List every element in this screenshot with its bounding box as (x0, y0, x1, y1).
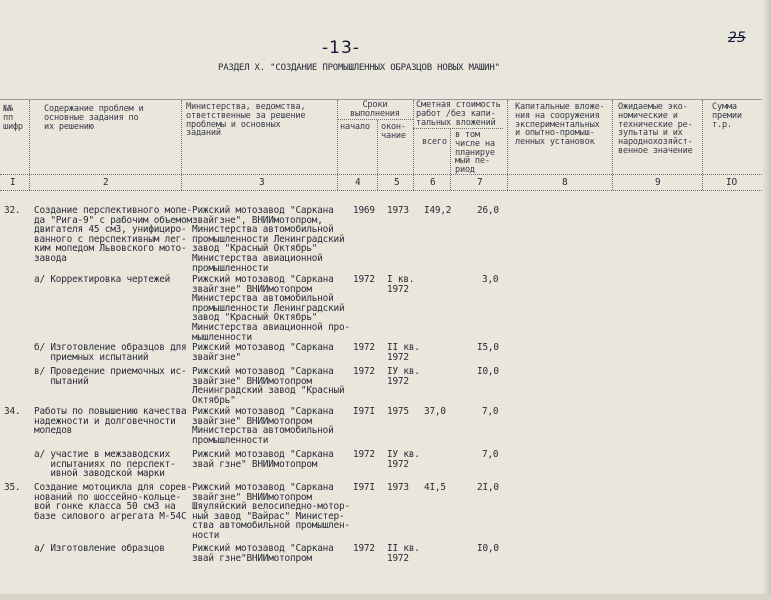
row-content: Создание перспективного мопе- да "Рига-9" с рабочим объемом двигателя 45 см3, унифициро- ванного с перспективным лег- ким мопедом Львовского мото- завода (34, 205, 192, 264)
row-start: 1972 (353, 543, 375, 554)
row-plan: 2I,0 (477, 482, 499, 493)
cost-subheader-rule (413, 128, 503, 129)
col-divider-3 (337, 100, 338, 190)
row-ministry: Рижский мотозавод "Саркана звай гзне" ВНИИмотопром (192, 449, 334, 470)
row-content: а/ Изготовление образцов (34, 543, 165, 554)
header-effect: Ожидаемые эко- номические и технические ре- зультаты и их народнохозяйст- венное значение (618, 102, 693, 156)
header-plan: в том числе на планируе мый пе- риод (455, 130, 495, 176)
row-ministry: Рижский мотозавод "Саркана звайгзне" ВНИИмотопром Шяуляйский велосипедно-мотор- ный завод "Вайрас" Министер- ства автомобильной промышлен- ности (192, 482, 350, 541)
row-start: 1969 (353, 205, 375, 216)
colnum-8: 8 (562, 177, 568, 188)
row-content: а/ участие в межзаводских испытаниях по перспект- ивной заводской марки (34, 449, 176, 480)
row-end: II кв. 1972 (387, 543, 420, 564)
row-start: 1972 (353, 274, 375, 285)
header-total: всего (422, 137, 447, 147)
header-cost: Сметная стоимость работ /без капи- тальных вложений (416, 100, 501, 128)
row-plan: 7,0 (482, 406, 499, 417)
row-end: 1973 (387, 482, 409, 493)
header-start: начало (340, 122, 370, 132)
header-content: Содержание проблем и основные задания по их решению (44, 104, 144, 132)
colnum-3: 3 (259, 177, 265, 188)
row-end: I кв. 1972 (387, 274, 415, 295)
row-end: IУ кв. 1972 (387, 449, 420, 470)
header-ministries: Министерства, ведомства, ответственные за решение проблемы и основных заданий (186, 102, 306, 139)
row-end: 1975 (387, 406, 409, 417)
row-ministry: Рижский мотозавод "Саркана звайгзне" ВНИИмотопром Ленинградский завод "Красный Октябрь" (192, 366, 345, 406)
row-plan: 3,0 (482, 274, 499, 285)
col-divider-2 (181, 100, 182, 190)
col-divider-1 (29, 100, 30, 190)
col-divider-8 (612, 100, 613, 190)
row-num: 35. (4, 482, 21, 493)
col-divider-5 (413, 100, 414, 190)
colnum-6: 6 (430, 177, 436, 188)
header-bonus: Сумма премии т.р. (712, 102, 742, 130)
colnum-7: 7 (477, 177, 483, 188)
header-capital: Капитальные вложе- ния на сооружения экспериментальных и опытно-промыш- ленных установок (515, 102, 605, 148)
header-end: окон- чание (381, 122, 406, 141)
row-content: в/ Проведение приемочных ис- пытаний (34, 366, 187, 387)
row-start: 1972 (353, 342, 375, 353)
row-content: Работы по повышению качества надежности и долговечности мопедов (34, 406, 187, 437)
row-start: 1972 (353, 366, 375, 377)
col-divider-4 (377, 120, 378, 190)
row-end: 1973 (387, 205, 409, 216)
row-total: I49,2 (424, 205, 452, 216)
colnum-10: IO (726, 177, 737, 188)
row-content: Создание мотоцикла для сорев- нований по шоссейно-кольце- вой гонке класса 50 см3 на базе силового агрегата М-54С (34, 482, 192, 522)
colnum-2: 2 (103, 177, 109, 188)
col-divider-7 (507, 100, 508, 190)
dates-subheader-rule (337, 119, 413, 120)
row-total: 37,0 (424, 406, 446, 417)
colnum-1: I (10, 177, 16, 188)
row-content: б/ Изготовление образцов для приемных испытаний (34, 342, 187, 363)
page-edge-shadow (762, 0, 771, 600)
header-dates: Сроки выполнения (350, 100, 400, 119)
colnum-5: 5 (394, 177, 400, 188)
row-start: I97I (353, 482, 375, 493)
row-ministry: Рижский мотозавод "Саркана звайгзне", ВНИИмотопром, Министерства автомобильной промышленности Ленинградский завод "Красный Октябрь" Министерства авиационной промышленности (192, 205, 345, 274)
page-bottom-edge (0, 594, 771, 600)
section-title: РАЗДЕЛ X. "СОЗДАНИЕ ПРОМЫШЛЕННЫХ ОБРАЗЦОВ НОВЫХ МАШИН" (218, 63, 500, 73)
page-number: -13- (322, 38, 360, 58)
row-num: 34. (4, 406, 21, 417)
row-ministry: Рижский мотозавод "Саркана звайгзне" ВНИИмотопром Министерства автомобильной промышленности Ленинградский завод "Красный Октябрь" Министерства авиационной про- мышленности (192, 274, 350, 343)
col-divider-9 (702, 100, 703, 190)
col-divider-6 (450, 129, 451, 190)
archive-number: 25 (728, 30, 746, 46)
row-start: 1972 (353, 449, 375, 460)
header-num: №№ пп шифр (3, 104, 23, 132)
row-ministry: Рижский мотозавод "Саркана звайгзне" ВНИИмотопром Министерства автомобильной промышленности (192, 406, 334, 446)
row-total: 4I,5 (424, 482, 446, 493)
header-numbers-rule (0, 190, 762, 191)
row-plan: I5,0 (477, 342, 499, 353)
row-ministry: Рижский мотозавод "Саркана звайгзне" (192, 342, 334, 363)
row-plan: I0,0 (477, 543, 499, 554)
row-content: а/ Корректировка чертежей (34, 274, 171, 285)
row-ministry: Рижский мотозавод "Саркана звай гзне"ВНИИмотопром (192, 543, 334, 564)
row-plan: 26,0 (477, 205, 499, 216)
row-end: II кв. 1972 (387, 342, 420, 363)
header-bottom-rule (0, 174, 762, 175)
colnum-9: 9 (655, 177, 661, 188)
colnum-4: 4 (355, 177, 361, 188)
row-plan: 7,0 (482, 449, 499, 460)
row-num: 32. (4, 205, 21, 216)
row-plan: I0,0 (477, 366, 499, 377)
row-start: I97I (353, 406, 375, 417)
row-end: IУ кв. 1972 (387, 366, 420, 387)
